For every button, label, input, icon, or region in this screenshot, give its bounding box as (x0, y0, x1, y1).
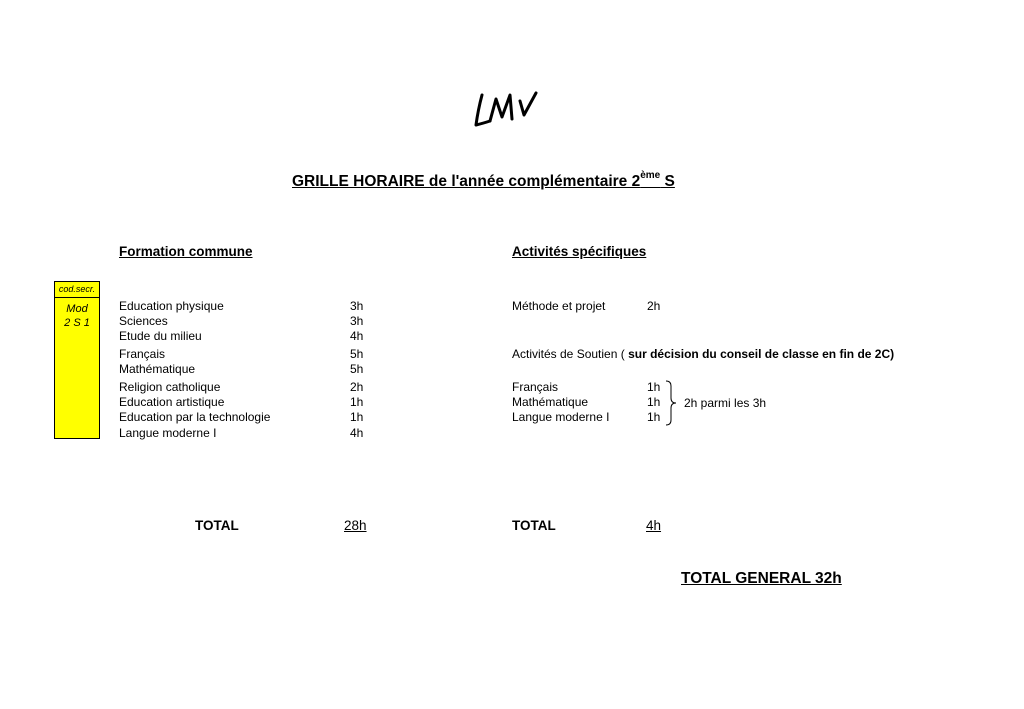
left-row-hours: 4h (350, 329, 364, 343)
formation-commune-heading: Formation commune (119, 244, 253, 259)
methode-hours: 2h (647, 299, 661, 313)
left-row-hours: 1h (350, 410, 364, 424)
code-box (54, 281, 100, 439)
right-total-value: 4h (646, 518, 662, 533)
left-row-label: Education artistique (119, 395, 225, 409)
soutien-line: Activités de Soutien ( sur décision du conseil de classe en fin de 2C) (512, 347, 895, 361)
left-row-label: Education par la technologie (119, 410, 271, 424)
left-row-hours: 3h (350, 314, 364, 328)
left-total-label: TOTAL (195, 518, 239, 533)
left-row-label: Mathématique (119, 362, 196, 376)
right-row-hours: 1h (647, 410, 661, 424)
left-row-hours: 3h (350, 299, 364, 313)
code-box-line1: Mod (66, 303, 88, 315)
left-row-label: Education physique (119, 299, 224, 313)
left-row-label: Sciences (119, 314, 168, 328)
left-row-label: Etude du milieu (119, 329, 202, 343)
page-title: GRILLE HORAIRE de l'année complémentaire 2ème S (292, 170, 675, 191)
left-row-hours: 5h (350, 362, 364, 376)
lmv-logo (470, 85, 550, 135)
right-row-label: Mathématique (512, 395, 589, 409)
left-row-hours: 2h (350, 380, 364, 394)
left-row-label: Français (119, 347, 166, 361)
grand-total: TOTAL GENERAL 32h (681, 570, 842, 587)
right-row-hours: 1h (647, 380, 661, 394)
brace-note: 2h parmi les 3h (684, 396, 767, 410)
left-row-hours: 1h (350, 395, 364, 409)
left-row-hours: 5h (350, 347, 364, 361)
code-box-header: cod.secr. (55, 282, 99, 298)
right-row-hours: 1h (647, 395, 661, 409)
left-row-label: Langue moderne I (119, 426, 217, 440)
left-total-value: 28h (344, 518, 367, 533)
right-brace-icon (664, 380, 678, 426)
left-row-hours: 4h (350, 426, 364, 440)
right-row-label: Langue moderne I (512, 410, 610, 424)
right-row-label: Français (512, 380, 559, 394)
activites-specifiques-heading: Activités spécifiques (512, 244, 647, 259)
left-row-label: Religion catholique (119, 380, 221, 394)
right-total-label: TOTAL (512, 518, 556, 533)
code-box-line2: 2 S 1 (64, 317, 90, 329)
methode-label: Méthode et projet (512, 299, 606, 313)
